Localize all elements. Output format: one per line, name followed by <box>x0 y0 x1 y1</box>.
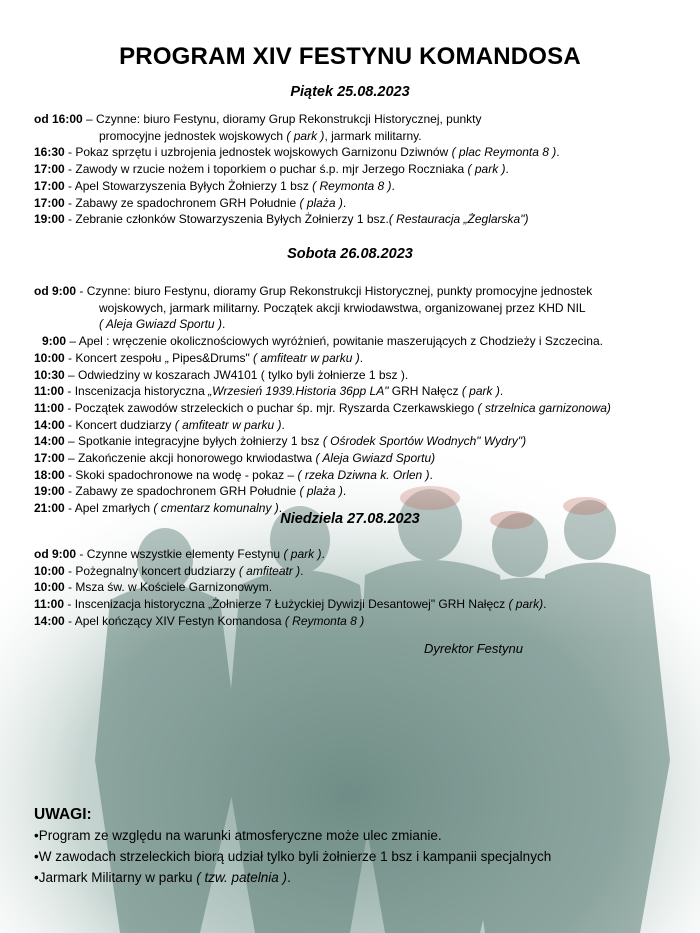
schedule-row <box>99 300 586 316</box>
schedule-row <box>34 433 526 449</box>
event-tail: . <box>321 547 325 561</box>
event-text: Zawody w rzucie nożem i toporkiem o puchar ś.p. mjr Jerzego Roczniaka <box>75 162 468 177</box>
page-title: PROGRAM XIV FESTYNU KOMANDOSA <box>119 43 581 70</box>
event-tail: . <box>300 563 304 578</box>
event-tail: . <box>342 195 347 210</box>
event-text: Koncert dudziarzy <box>75 417 175 432</box>
note-item <box>34 869 291 886</box>
event-text: Zabawy ze spadochronem GRH Południe <box>75 484 300 499</box>
note-text: •W zawodach strzeleckich biorą udział tylko byli żołnierze 1 bsz i kampanii specjalnych <box>34 849 552 864</box>
event-separator: - <box>64 501 75 516</box>
event-text: Odwiedziny w koszarach JW4101 ( tylko byli żołnierze 1 bsz ). <box>78 367 409 382</box>
event-separator: – <box>66 334 79 349</box>
event-tail: . <box>359 350 364 365</box>
event-place: ( park ) <box>286 128 325 143</box>
event-separator: - <box>76 284 87 298</box>
event-place: ( Aleja Gwiazd Sportu) <box>315 451 436 465</box>
event-place: ( rzeka Dziwna k. Orlen ) <box>297 467 430 482</box>
event-text: Zebranie członków Stowarzyszenia Byłych Żołnierzy 1 bsz. <box>75 212 389 227</box>
event-tail: , jarmark militarny. <box>324 128 422 143</box>
event-tail: . <box>543 597 547 612</box>
event-tail: . <box>499 384 504 399</box>
schedule-row <box>34 161 509 177</box>
event-place: ( plaża ) <box>299 195 343 210</box>
event-separator: – <box>82 112 97 126</box>
schedule-row <box>34 563 304 579</box>
schedule-row <box>34 211 528 227</box>
event-text: promocyjne jednostek wojskowych <box>99 128 287 143</box>
event-text: Spotkanie integracyjne byłych żołnierzy 1 bsz <box>78 434 323 449</box>
event-separator: - <box>64 467 76 482</box>
event-separator: - <box>64 212 76 227</box>
note-tail: . <box>287 870 291 885</box>
event-time: 21:00 <box>34 501 65 516</box>
event-separator: - <box>64 400 75 415</box>
event-place: ( Restauracja „Żeglarska") <box>388 212 529 227</box>
event-text: Apel : wręczenie okolicznościowych wyróżnień, powitanie maszerujących z Chodzieży i Szczecina. <box>78 334 603 349</box>
event-time: 10:30 <box>34 367 65 382</box>
schedule-row <box>34 178 395 194</box>
note-item <box>34 827 442 844</box>
event-place: ( Ośrodek Sportów Wodnych" Wydry") <box>322 434 527 449</box>
event-place: ( plac Reymonta 8 ) <box>451 145 557 160</box>
event-text: Zakończenie akcji honorowego krwiodastwa <box>78 451 316 465</box>
event-place: ( park) <box>508 597 544 612</box>
event-text: Apel zmarłych <box>74 501 154 516</box>
event-place: ( strzelnica garnizonowa) <box>477 400 611 415</box>
event-place: ( amfiteatr w parku ) <box>253 350 360 365</box>
schedule-row <box>34 467 433 483</box>
event-text: Msza św. w Kościele Garnizonowym. <box>75 580 273 595</box>
event-text: Początek zawodów strzeleckich o puchar śp. mjr. Ryszarda Czerkawskiego <box>74 400 478 415</box>
event-time: 14:00 <box>34 417 65 432</box>
event-time: 18:00 <box>34 467 65 482</box>
event-text: Pokaz sprzętu i uzbrojenia jednostek wojskowych Garnizonu Dziwnów <box>75 145 452 160</box>
event-text: wojskowych, jarmark militarny. Początek akcji krwiodawstwa, organizowanej przez KHD NIL <box>99 300 586 315</box>
event-time: 9:00 <box>42 334 67 349</box>
event-separator: - <box>64 178 75 193</box>
event-place: ( amfiteatr w parku ) <box>174 417 282 432</box>
schedule-row <box>34 613 364 629</box>
event-place: „Wrzesień 1939.Historia 36pp LA" <box>208 384 389 399</box>
event-time: 17:00 <box>34 451 65 465</box>
event-time: 19:00 <box>34 484 65 499</box>
event-place: ( cmentarz komunalny ) <box>153 501 279 516</box>
event-time: 14:00 <box>34 434 65 449</box>
schedule-row <box>34 283 592 299</box>
note-text: •Jarmark Militarny w parku <box>34 870 197 885</box>
event-time: 17:00 <box>34 178 65 193</box>
event-separator: – <box>64 434 79 449</box>
event-separator: - <box>64 350 76 365</box>
day-heading: Niedziela 27.08.2023 <box>280 511 420 527</box>
signature: Dyrektor Festynu <box>424 641 523 656</box>
event-time: 17:00 <box>34 195 65 210</box>
event-text: Apel Stowarzyszenia Byłych Żołnierzy 1 bsz <box>74 178 313 193</box>
event-place: ( park ) <box>467 162 506 177</box>
schedule-row <box>34 350 363 366</box>
event-tail: . <box>556 145 560 160</box>
schedule-row <box>42 333 603 349</box>
event-time: 14:00 <box>34 613 65 628</box>
event-time: 10:00 <box>34 350 65 365</box>
event-tail: . <box>505 162 509 177</box>
event-text: Inscenizacja historyczna <box>74 384 209 399</box>
event-tail: . <box>278 501 283 516</box>
event-time: od 9:00 <box>34 284 77 298</box>
event-tail: . <box>391 178 395 193</box>
event-time: 17:00 <box>34 162 65 177</box>
event-time: od 16:00 <box>34 112 83 126</box>
schedule-row <box>34 417 285 433</box>
event-tail: . <box>342 484 347 499</box>
event-text: Pożegnalny koncert dudziarzy <box>75 563 239 578</box>
event-text: Inscenizacja historyczna „Żołnierze 7 Łużyckiej Dywizji Desantowej" GRH Nałęcz <box>74 597 509 612</box>
schedule-row <box>34 400 611 416</box>
event-tail: . <box>221 317 226 332</box>
event-separator: - <box>64 484 76 499</box>
event-separator: – <box>64 367 79 382</box>
event-text: Czynne: biuro Festynu, dioramy Grup Rekonstrukcji Historycznej, punkty promocyjne jednostek <box>86 284 593 298</box>
event-tail: . <box>429 467 433 482</box>
event-place: ( park ) <box>461 384 500 399</box>
event-text: Czynne wszystkie elementy Festynu <box>86 547 284 561</box>
event-separator: - <box>64 563 76 578</box>
note-item <box>34 848 551 865</box>
event-time: 16:30 <box>34 145 65 160</box>
event-separator: - <box>76 547 87 561</box>
event-text: Czynne: biuro Festynu, dioramy Grup Rekonstrukcji Historycznej, punkty <box>96 112 482 126</box>
event-place: ( Reymonta 8 ) <box>312 178 392 193</box>
schedule-row <box>34 367 408 383</box>
event-text: Skoki spadochronowe na wodę - pokaz – <box>75 467 298 482</box>
event-time: od 9:00 <box>34 547 77 561</box>
schedule-row <box>34 111 482 127</box>
event-time: 10:00 <box>34 563 65 578</box>
event-time: 11:00 <box>34 597 65 612</box>
event-separator: - <box>64 597 75 612</box>
event-tail: . <box>281 417 285 432</box>
event-text: Zabawy ze spadochronem GRH Południe <box>75 195 300 210</box>
schedule-row <box>34 144 560 160</box>
event-place: ( Aleja Gwiazd Sportu ) <box>99 317 222 332</box>
event-place: ( plaża ) <box>299 484 343 499</box>
event-time: 10:00 <box>34 580 65 595</box>
event-separator: - <box>64 417 76 432</box>
event-place: ( park ) <box>283 547 322 561</box>
event-place: ( Reymonta 8 ) <box>284 613 365 628</box>
schedule-row <box>34 383 503 399</box>
schedule-row <box>34 596 546 612</box>
day-heading: Piątek 25.08.2023 <box>290 84 410 100</box>
schedule-row <box>34 546 325 562</box>
event-time: 11:00 <box>34 384 65 399</box>
schedule-row <box>34 195 346 211</box>
event-text: Apel kończący XIV Festyn Komandosa <box>74 613 285 628</box>
day-heading: Sobota 26.08.2023 <box>287 246 413 262</box>
event-separator: - <box>64 162 76 177</box>
event-separator: - <box>64 613 75 628</box>
event-time: 19:00 <box>34 212 65 227</box>
note-text: •Program ze względu na warunki atmosferyczne może ulec zmianie. <box>34 828 442 843</box>
event-place: ( amfiteatr ) <box>238 563 301 578</box>
notes-title: UWAGI: <box>34 806 92 823</box>
event-separator: - <box>64 195 76 210</box>
event-tail: GRH Nałęcz <box>388 384 462 399</box>
schedule-row <box>34 450 435 466</box>
event-separator: – <box>64 451 79 465</box>
event-separator: - <box>64 580 76 595</box>
schedule-row <box>34 483 346 499</box>
event-separator: - <box>64 145 76 160</box>
event-separator: - <box>64 384 75 399</box>
schedule-row <box>99 128 422 144</box>
event-text: Koncert zespołu „ Pipes&Drums" <box>75 350 254 365</box>
event-time: 11:00 <box>34 400 65 415</box>
note-place: ( tzw. patelnia ) <box>196 870 288 885</box>
schedule-row <box>34 579 272 595</box>
schedule-row <box>99 316 225 332</box>
